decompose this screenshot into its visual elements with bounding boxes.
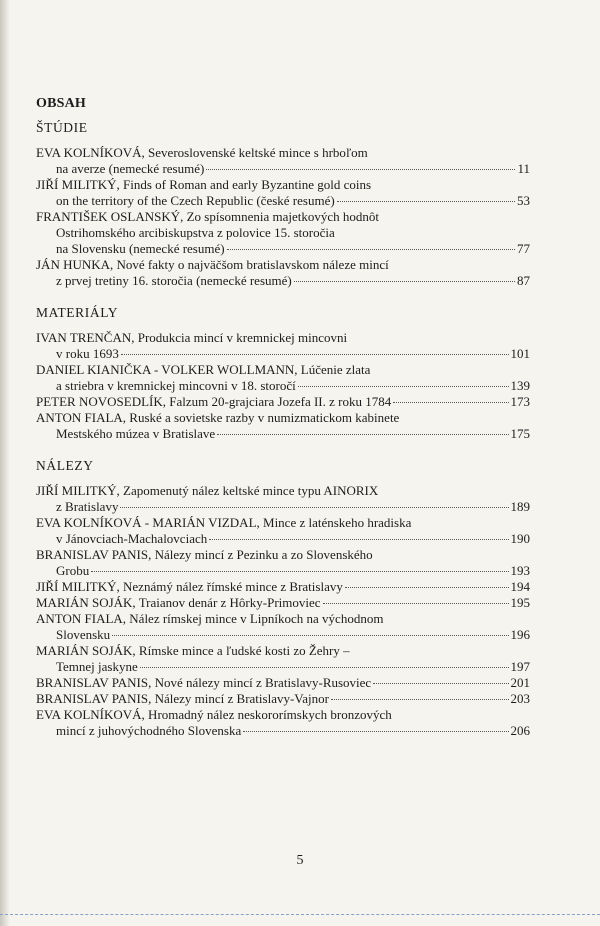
entry-page-number: 206	[510, 723, 530, 738]
entry-text-line: JIŘÍ MILITKÝ, Finds of Roman and early Byzantine gold coins	[36, 177, 372, 192]
leader-dots	[112, 635, 508, 636]
entry-text-line: MARIÁN SOJÁK, Rímske mince a ľudské kosti zo Žehry –	[36, 643, 350, 658]
entry-page-number: 201	[510, 675, 530, 690]
entry-text-line: na averze (nemecké resumé)	[56, 161, 205, 176]
toc-entry[interactable]	[36, 595, 530, 611]
leader-dots	[373, 683, 508, 684]
entry-last-line	[36, 161, 530, 177]
entry-text-line: on the territory of the Czech Republic (české resumé)	[56, 193, 335, 208]
entry-text-line: EVA KOLNÍKOVÁ, Severoslovenské keltské mince s hrboľom	[36, 145, 368, 160]
entry-last-line	[36, 193, 530, 209]
entry-page-number: 175	[510, 426, 530, 441]
leader-dots	[227, 249, 515, 250]
entry-page-number: 196	[510, 627, 530, 642]
table-of-contents	[36, 96, 530, 739]
entry-text-line: v Jánovciach-Machalovciach	[56, 531, 208, 546]
entry-text-line: EVA KOLNÍKOVÁ - MARIÁN VIZDAL, Mince z laténskeho hradiska	[36, 515, 412, 530]
toc-entry[interactable]	[36, 691, 530, 707]
entry-last-line	[36, 659, 530, 675]
section-title: ŠTÚDIE	[36, 120, 88, 135]
contents-heading: OBSAH	[36, 96, 87, 111]
leader-dots	[323, 603, 509, 604]
toc-entry[interactable]	[36, 330, 530, 362]
leader-dots	[120, 507, 508, 508]
entry-text-line: JIŘÍ MILITKÝ, Zapomenutý nález keltské mince typu AINORIX	[36, 483, 379, 498]
entry-last-line	[36, 241, 530, 257]
entry-page-number: 53	[517, 193, 530, 208]
entry-text-line: EVA KOLNÍKOVÁ, Hromadný nález neskororímskych bronzových	[36, 707, 392, 722]
entry-text-line: JIŘÍ MILITKÝ, Neznámý nález římské mince z Bratislavy	[36, 579, 343, 594]
entry-text-line: BRANISLAV PANIS, Nálezy mincí z Bratislavy-Vajnor	[36, 691, 329, 706]
entry-text-line: Temnej jaskyne	[56, 659, 138, 674]
toc-entry[interactable]	[36, 611, 530, 643]
entry-text-line: BRANISLAV PANIS, Nálezy mincí z Pezinku a zo Slovenského	[36, 547, 373, 562]
leader-dots	[243, 731, 508, 732]
entry-page-number: 195	[510, 595, 530, 610]
entry-page-number: 194	[510, 579, 530, 594]
leader-dots	[337, 201, 515, 202]
contents-sections	[36, 120, 530, 739]
toc-entry[interactable]	[36, 257, 530, 289]
page-number: 5	[296, 853, 304, 868]
entry-page-number: 203	[510, 691, 530, 706]
entry-text-line: DANIEL KIANIČKA - VOLKER WOLLMANN, Lúčenie zlata	[36, 362, 371, 377]
entry-last-line	[36, 691, 530, 707]
toc-entry[interactable]	[36, 675, 530, 691]
toc-entry[interactable]	[36, 209, 530, 257]
entry-page-number: 139	[510, 378, 530, 393]
toc-entry[interactable]	[36, 483, 530, 515]
entry-text-line: mincí z juhovýchodného Slovenska	[56, 723, 242, 738]
entry-last-line	[36, 595, 530, 611]
entry-last-line	[36, 579, 530, 595]
entry-text-line: MARIÁN SOJÁK, Traianov denár z Hôrky-Primoviec	[36, 595, 321, 610]
entry-last-line	[36, 378, 530, 394]
entry-text-line: IVAN TRENČAN, Produkcia mincí v kremnickej mincovni	[36, 330, 348, 345]
entry-page-number: 197	[510, 659, 530, 674]
entry-last-line	[36, 723, 530, 739]
leader-dots	[140, 667, 509, 668]
entry-last-line	[36, 675, 530, 691]
toc-entry[interactable]	[36, 362, 530, 394]
entry-last-line	[36, 273, 530, 289]
entry-page-number: 173	[510, 394, 530, 409]
toc-entry[interactable]	[36, 547, 530, 579]
entry-text-line: ANTON FIALA, Nález rímskej mince v Lipníkoch na východnom	[36, 611, 384, 626]
entry-last-line	[36, 627, 530, 643]
leader-dots	[331, 699, 509, 700]
entry-text-line: z Bratislavy	[56, 499, 119, 514]
entry-last-line	[36, 426, 530, 442]
entry-text-line: a striebra v kremnickej mincovni v 18. storočí	[56, 378, 296, 393]
leader-dots	[121, 354, 509, 355]
entry-text-line: na Slovensku (nemecké resumé)	[56, 241, 225, 256]
toc-entry[interactable]	[36, 145, 530, 177]
entry-text-line: BRANISLAV PANIS, Nové nálezy mincí z Bratislavy-Rusoviec	[36, 675, 372, 690]
leader-dots	[206, 169, 515, 170]
entry-page-number: 193	[510, 563, 530, 578]
entry-text-line: Ostrihomského arcibiskupstva z polovice 15. storočia	[56, 225, 335, 240]
entry-text-line: Mestského múzea v Bratislave	[56, 426, 216, 441]
entry-page-number: 190	[510, 531, 530, 546]
toc-entry[interactable]	[36, 643, 530, 675]
entry-text-line: ANTON FIALA, Ruské a sovietske razby v numizmatickom kabinete	[36, 410, 400, 425]
entry-last-line	[36, 563, 530, 579]
page-binding-edge	[0, 0, 10, 926]
section-title: MATERIÁLY	[36, 305, 119, 320]
entry-text-line: JÁN HUNKA, Nové fakty o najväčšom bratislavskom náleze mincí	[36, 257, 389, 272]
leader-dots	[217, 434, 508, 435]
toc-entry[interactable]	[36, 410, 530, 442]
entry-last-line	[36, 346, 530, 362]
entry-page-number: 101	[510, 346, 530, 361]
entry-last-line	[36, 394, 530, 410]
leader-dots	[91, 571, 508, 572]
entry-page-number: 77	[517, 241, 530, 256]
toc-entry[interactable]	[36, 515, 530, 547]
entry-text-line: z prvej tretiny 16. storočia (nemecké resumé)	[56, 273, 292, 288]
leader-dots	[209, 539, 508, 540]
entry-text-line: v roku 1693	[56, 346, 119, 361]
toc-entry[interactable]	[36, 394, 530, 410]
entry-page-number: 11	[517, 161, 530, 176]
entry-last-line	[36, 531, 530, 547]
toc-entry[interactable]	[36, 177, 530, 209]
section-title: NÁLEZY	[36, 458, 94, 473]
entry-last-line	[36, 499, 530, 515]
entry-page-number: 189	[510, 499, 530, 514]
toc-entry[interactable]	[36, 707, 530, 739]
leader-dots	[294, 281, 515, 282]
toc-entry[interactable]	[36, 579, 530, 595]
scan-border-line	[0, 914, 600, 915]
entry-text-line: PETER NOVOSEDLÍK, Falzum 20-grajciara Jozefa II. z roku 1784	[36, 394, 392, 409]
entry-text-line: Grobu	[56, 563, 90, 578]
leader-dots	[393, 402, 508, 403]
leader-dots	[298, 386, 509, 387]
entry-text-line: FRANTIŠEK OSLANSKÝ, Zo spísomnenia majetkových hodnôt	[36, 209, 380, 224]
leader-dots	[345, 587, 509, 588]
entry-page-number: 87	[517, 273, 530, 288]
entry-text-line: Slovensku	[56, 627, 111, 642]
